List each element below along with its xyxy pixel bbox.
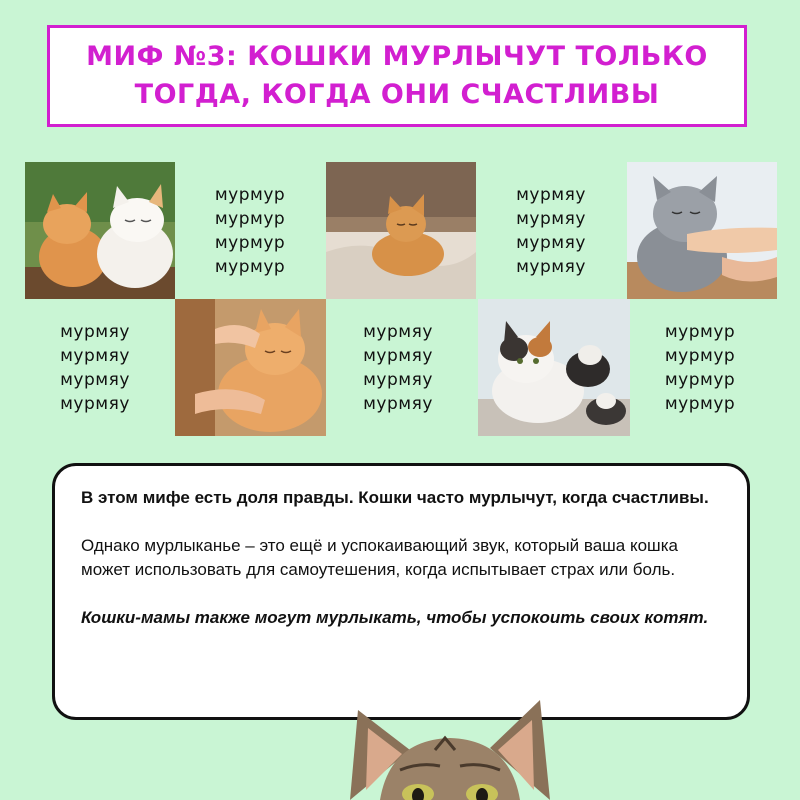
info-paragraph-1: В этом мифе есть доля правды. Кошки часто мурлычут, когда счастливы. bbox=[81, 488, 709, 507]
purr-word: мурмяу bbox=[363, 345, 433, 366]
purr-word: мурмяу bbox=[363, 369, 433, 390]
photo-grey-cat-hand bbox=[627, 162, 777, 299]
photo-two-cats-purring bbox=[25, 162, 175, 299]
peeking-cat-illustration bbox=[340, 690, 560, 800]
purr-text-block-2 bbox=[476, 162, 626, 299]
info-paragraph-3: Кошки-мамы также могут мурлыкать, чтобы успокоить своих котят. bbox=[81, 608, 709, 627]
purr-text-block-1 bbox=[175, 162, 325, 299]
info-paragraph-2: Однако мурлыканье – это ещё и успокаивающий звук, который ваша кошка может использовать для самоутешения, когда испытывает страх или боль. bbox=[81, 536, 678, 579]
purr-word: мурмяу bbox=[363, 393, 433, 414]
purr-word: мурмяу bbox=[363, 321, 433, 342]
purr-word: мурмяу bbox=[516, 184, 586, 205]
purr-word: мурмур bbox=[664, 321, 736, 342]
purr-word: мурмур bbox=[214, 232, 286, 253]
title-banner bbox=[47, 25, 747, 127]
purr-word: мурмур bbox=[664, 393, 736, 414]
purr-word: мурмур bbox=[214, 184, 286, 205]
purr-word: мурмур bbox=[214, 208, 286, 229]
info-card bbox=[52, 463, 750, 720]
title-line-2: ТОГДА, КОГДА ОНИ СЧАСТЛИВЫ bbox=[134, 79, 660, 110]
purr-word: мурмяу bbox=[60, 393, 130, 414]
purr-text-block-5 bbox=[625, 299, 775, 436]
purr-word: мурмур bbox=[664, 369, 736, 390]
purr-text-block-4 bbox=[323, 299, 473, 436]
purr-word: мурмяу bbox=[516, 208, 586, 229]
purr-word: мурмяу bbox=[60, 321, 130, 342]
purr-word: мурмур bbox=[664, 345, 736, 366]
purr-word: мурмяу bbox=[516, 256, 586, 277]
title-line-1: МИФ №3: КОШКИ МУРЛЫЧУТ ТОЛЬКО bbox=[86, 41, 708, 72]
purr-word: мурмяу bbox=[516, 232, 586, 253]
purr-word: мурмяу bbox=[60, 369, 130, 390]
purr-word: мурмяу bbox=[60, 345, 130, 366]
purr-text-block-3 bbox=[20, 299, 170, 436]
photo-ginger-cat-held bbox=[175, 299, 326, 436]
photo-cat-with-kittens bbox=[478, 299, 630, 436]
purr-word: мурмур bbox=[214, 256, 286, 277]
photo-ginger-cat-on-bed bbox=[326, 162, 476, 299]
